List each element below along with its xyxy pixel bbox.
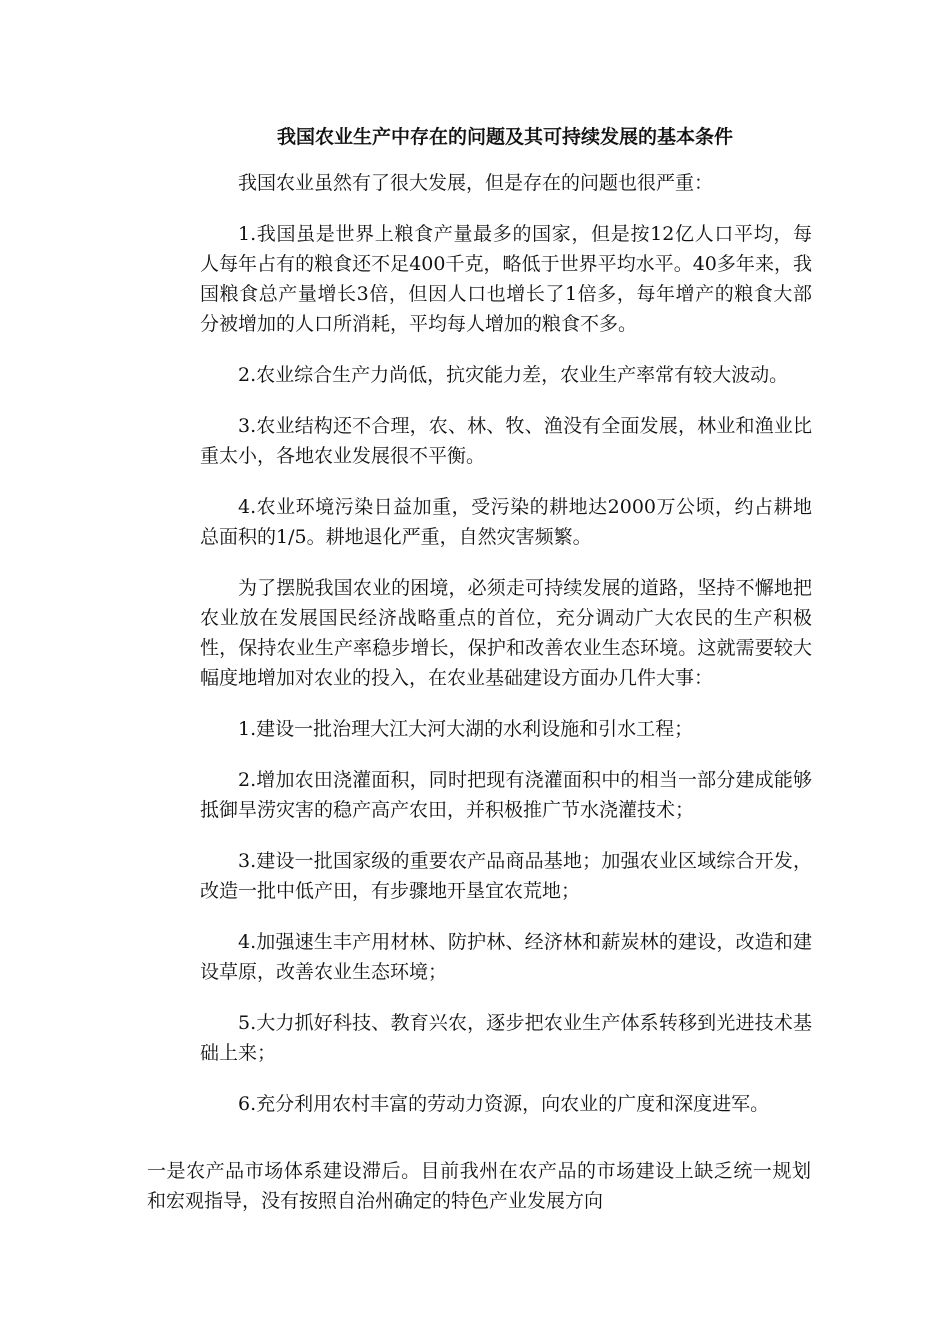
problem-2-paragraph: 2.农业综合生产力尚低，抗灾能力差，农业生产率常有较大波动。: [238, 364, 789, 386]
problem-4-paragraph: 4.农业环境污染日益加重，受污染的耕地达2000万公顷，约占耕地总面积的1/5。耕地退化严重，自然灾害频繁。: [200, 496, 812, 548]
tail-paragraph: 一是农产品市场体系建设滞后。目前我州在农产品的市场建设上缺乏统一规划和宏观指导，没有按照自治州确定的特色产业发展方向: [147, 1160, 811, 1212]
intro-paragraph: 我国农业虽然有了很大发展，但是存在的问题也很严重：: [238, 172, 714, 194]
document-title: 我国农业生产中存在的问题及其可持续发展的基本条件: [276, 126, 733, 148]
problem-1-paragraph: 1.我国虽是世界上粮食产量最多的国家，但是按12亿人口平均，每人每年占有的粮食还不足400千克，略低于世界平均水平。40多年来，我国粮食总产量增长3倍，但因人口也增长了1倍多，每年增产的粮食大部分被增加的人口所消耗，平均每人增加的粮食不多。: [200, 223, 812, 335]
measure-1-paragraph: 1.建设一批治理大江大河大湖的水利设施和引水工程；: [238, 718, 694, 740]
measure-3-paragraph: 3.建设一批国家级的重要农产品商品基地；加强农业区域综合开发，改造一批中低产田，有步骤地开垦宜农荒地；: [200, 850, 812, 902]
measure-5-paragraph: 5.大力抓好科技、教育兴农，逐步把农业生产体系转移到光进技术基础上来；: [200, 1012, 812, 1064]
measure-4-paragraph: 4.加强速生丰产用材林、防护林、经济林和薪炭林的建设，改造和建设草原，改善农业生态环境；: [200, 931, 812, 983]
measure-6-paragraph: 6.充分利用农村丰富的劳动力资源，向农业的广度和深度进军。: [238, 1093, 770, 1115]
document-body: [200, 168, 812, 1140]
solution-intro-paragraph: 为了摆脱我国农业的困境，必须走可持续发展的道路，坚持不懈地把农业放在发展国民经济战略重点的首位，充分调动广大农民的生产积极性，保持农业生产率稳步增长，保护和改善农业生态环境。这就需要较大幅度地增加对农业的投入，在农业基础建设方面办几件大事：: [200, 577, 812, 689]
measure-2-paragraph: 2.增加农田浇灌面积，同时把现有浇灌面积中的相当一部分建成能够抵御旱涝灾害的稳产高产农田，并积极推广节水浇灌技术；: [200, 769, 812, 821]
problem-3-paragraph: 3.农业结构还不合理，农、林、牧、渔没有全面发展，林业和渔业比重太小，各地农业发展很不平衡。: [200, 415, 812, 467]
